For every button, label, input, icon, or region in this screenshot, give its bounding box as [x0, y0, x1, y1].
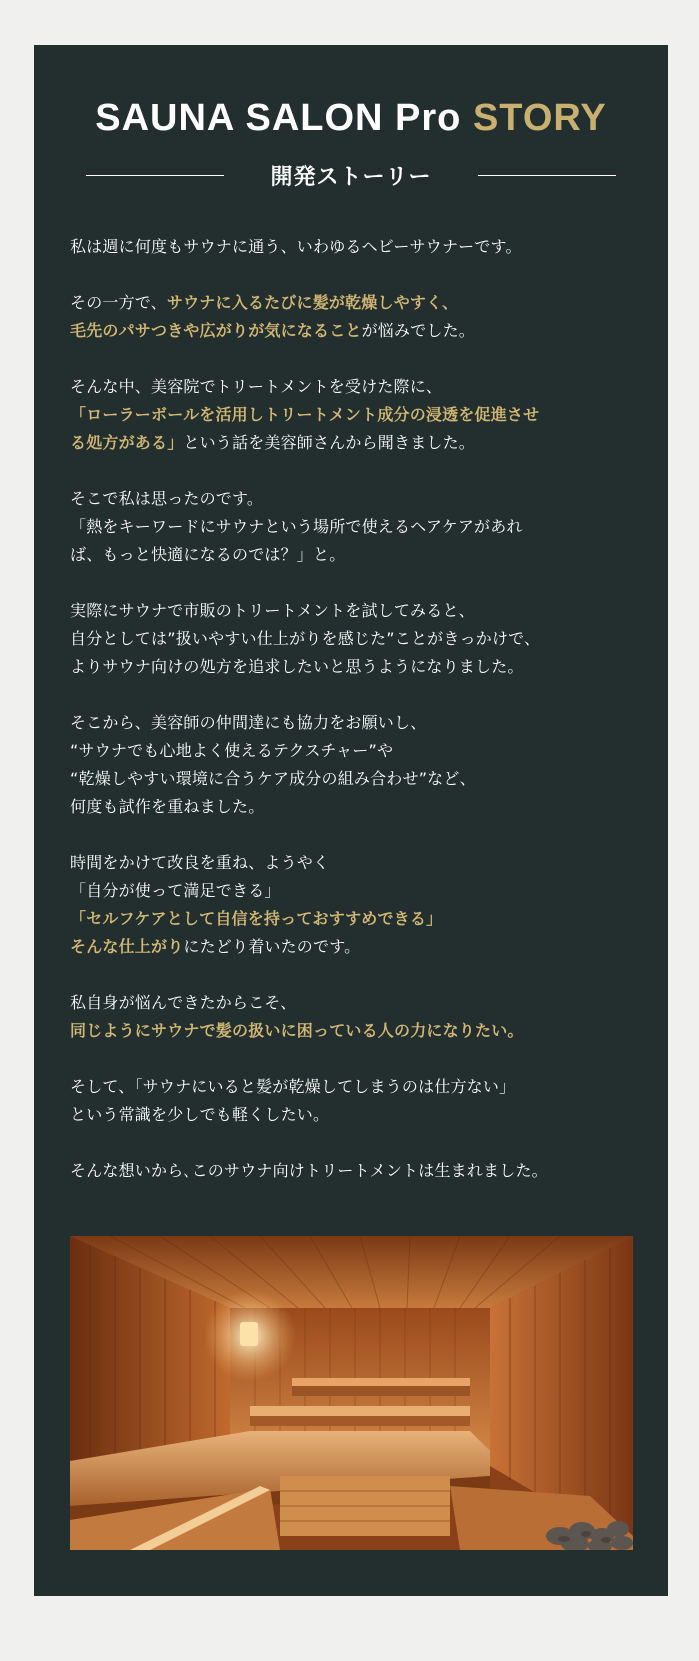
story-line: そして、「サウナにいると髪が乾燥してしまうのは仕方ない」 — [70, 1077, 516, 1096]
story-highlight: 毛先のパサつきや広がりが気になること — [70, 321, 362, 340]
subtitle: 開発ストーリー — [270, 164, 432, 190]
title-accent: STORY — [472, 97, 607, 139]
title-main: SAUNA SALON Pro — [95, 97, 462, 139]
story-line: その一方で、 — [70, 293, 167, 312]
story-line: 何度も試作を重ねました。 — [70, 797, 265, 816]
story-highlight: 「ローラーボールを活用しトリートメント成分の浸透を促進させ — [70, 405, 540, 424]
story-line: “乾燥しやすい環境に合うケア成分の組み合わせ”など、 — [70, 769, 476, 788]
subtitle-rule-right — [478, 175, 616, 176]
story-line: そんな中、美容院でトリートメントを受けた際に、 — [70, 377, 443, 396]
story-paragraph-10 — [70, 1157, 638, 1185]
story-line: 時間をかけて改良を重ね、ようやく — [70, 853, 330, 872]
story-line: にたどり着いたのです。 — [183, 937, 361, 956]
subtitle-rule-left — [86, 175, 224, 176]
story-line: ば、もっと快適になるのでは？」と。 — [70, 545, 346, 564]
story-text — [70, 233, 638, 1213]
story-paragraph-5 — [70, 597, 638, 681]
story-paragraph-3 — [70, 373, 638, 457]
story-highlight: そんな仕上がり — [70, 937, 184, 956]
story-paragraph-2 — [70, 289, 638, 345]
story-highlight: 「セルフケアとして自信を持っておすすめできる」 — [70, 909, 443, 928]
story-panel — [34, 45, 668, 1596]
story-line: よりサウナ向けの処方を追求したいと思うようになりました。 — [70, 657, 524, 676]
page-title — [34, 97, 668, 140]
story-line: 「自分が使って満足できる」 — [70, 881, 281, 900]
story-line: 自分としては”扱いやすい仕上がりを感じた”ことがきっかけで、 — [70, 629, 541, 648]
story-highlight: 同じようにサウナで髪の扱いに困っている人の力になりたい。 — [70, 1021, 524, 1040]
story-highlight: サウナに入るたびに髪が乾燥しやすく、 — [166, 293, 459, 312]
story-line: という常識を少しでも軽くしたい。 — [70, 1105, 330, 1124]
story-line: という話を美容師さんから聞きました。 — [183, 433, 476, 452]
story-line: 私は週に何度もサウナに通う、いわゆるヘビーサウナーです。 — [70, 237, 522, 256]
story-line: そこから、美容師の仲間達にも協力をお願いし、 — [70, 713, 427, 732]
story-highlight: る処方がある」 — [70, 433, 184, 452]
subtitle-row — [86, 160, 616, 190]
story-paragraph-4 — [70, 485, 638, 569]
story-line: が悩みでした。 — [361, 321, 476, 340]
story-paragraph-9 — [70, 1073, 638, 1129]
sauna-photo — [70, 1236, 633, 1550]
story-paragraph-1 — [70, 233, 638, 261]
story-paragraph-6 — [70, 709, 638, 821]
story-line: 実際にサウナで市販のトリートメントを試してみると、 — [70, 601, 475, 620]
story-line: 「熱をキーワードにサウナという場所で使えるヘアケアがあれ — [70, 517, 523, 536]
sauna-interior-image — [70, 1236, 633, 1550]
story-line: そんな想いから､このサウナ向けトリートメントは生まれました。 — [70, 1161, 548, 1180]
story-line: 私自身が悩んできたからこそ、 — [70, 993, 297, 1012]
story-paragraph-8 — [70, 989, 638, 1045]
story-line: そこで私は思ったのです。 — [70, 489, 264, 508]
story-paragraph-7 — [70, 849, 638, 961]
story-line: “サウナでも心地よく使えるテクスチャー”や — [70, 741, 394, 760]
